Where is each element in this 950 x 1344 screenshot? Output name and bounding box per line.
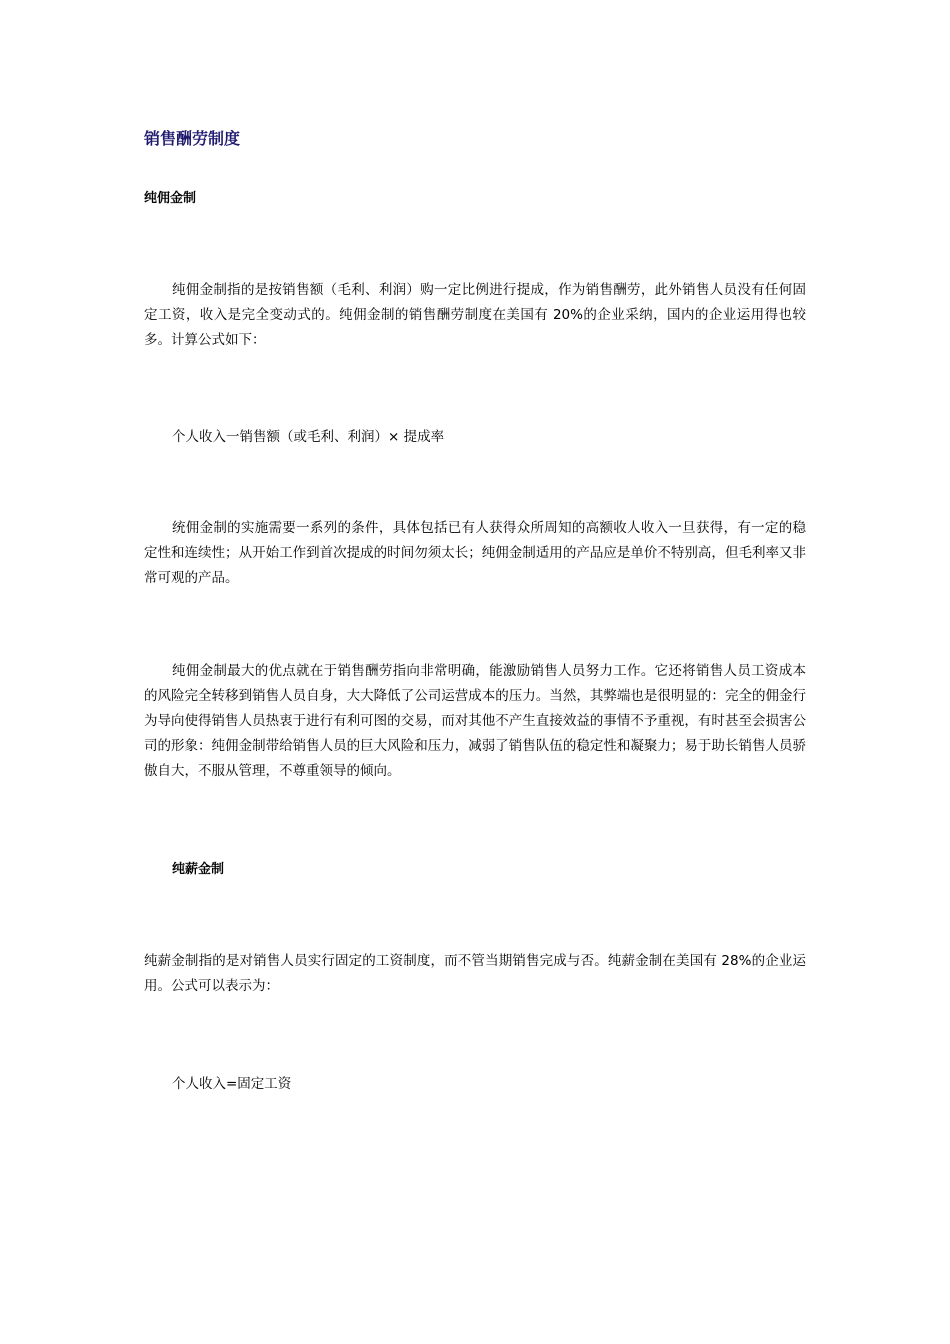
section-heading-pure-commission: 纯佣金制 bbox=[144, 191, 197, 206]
formula-commission: 个人收入一销售额（或毛利、利润）× 提成率 bbox=[172, 429, 445, 445]
paragraph-commission-pros-cons: 纯佣金制最大的优点就在于销售酬劳指向非常明确，能激励销售人员努力工作。它还将销售人员工资成本的风险完全转移到销售人员自身，大大降低了公司运营成本的压力。当然，其弊端也是很明显的：完全的佣金行为导向使得销售人员热衷于进行有利可图的交易，而对其他不产生直接效益的事情不予重视，有时甚至会损害公司的形象：纯佣金制带给销售人员的巨大风险和压力，减弱了销售队伍的稳定性和凝聚力；易于助长销售人员骄傲自大，不服从管理，不尊重领导的倾向。 bbox=[144, 663, 806, 779]
formula-salary: 个人收入=固定工资 bbox=[172, 1076, 292, 1092]
page-title: 销售酬劳制度 bbox=[144, 129, 241, 148]
paragraph-commission-definition: 纯佣金制指的是按销售额（毛利、利润）购一定比例进行提成，作为销售酬劳，此外销售人员没有任何固定工资，收入是完全变动式的。纯佣金制的销售酬劳制度在美国有 20%的企业采纳，国内的企业运用得也较多。计算公式如下： bbox=[144, 282, 806, 348]
section-heading-pure-salary: 纯薪金制 bbox=[172, 862, 225, 877]
paragraph-commission-conditions: 统佣金制的实施需要一系列的条件，具体包括已有人获得众所周知的高额收人收入一旦获得，有一定的稳定性和连续性；从开始工作到首次提成的时间勿须太长；纯佣金制适用的产品应是单价不特别高，但毛利率又非常可观的产品。 bbox=[144, 520, 806, 586]
paragraph-salary-definition: 纯薪金制指的是对销售人员实行固定的工资制度，而不管当期销售完成与否。纯薪金制在美国有 28%的企业运用。公式可以表示为： bbox=[144, 953, 806, 994]
